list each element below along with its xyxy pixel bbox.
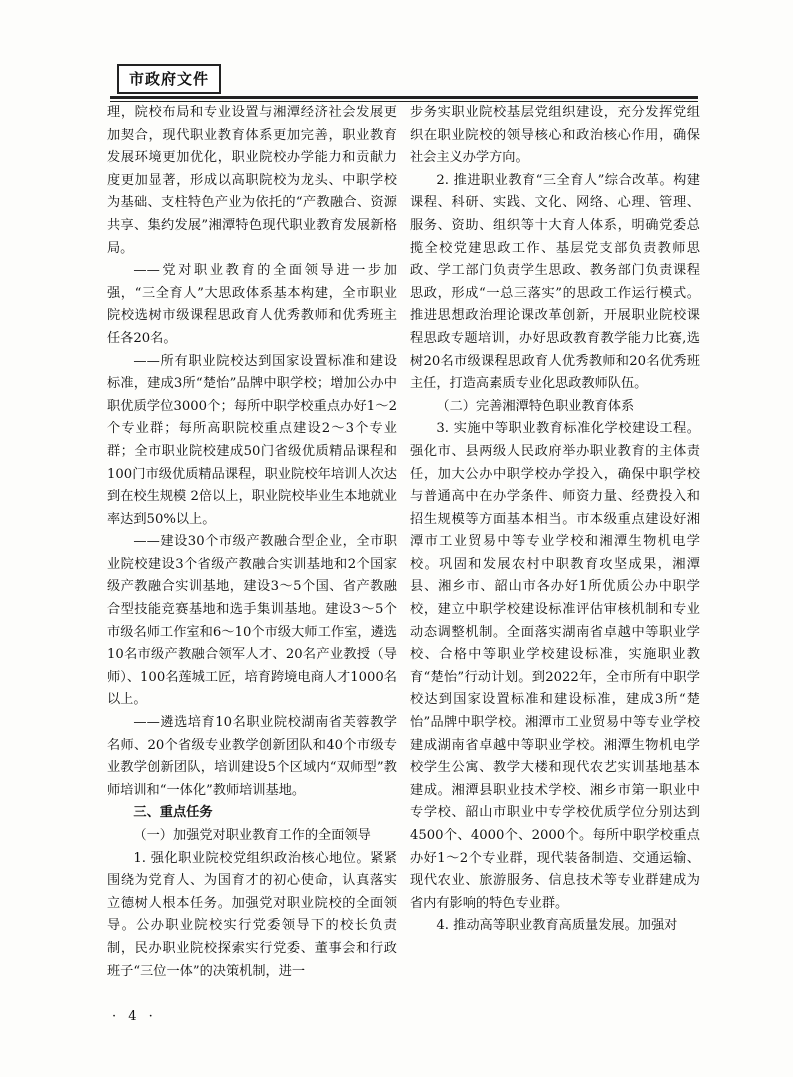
- subsection-heading: （二）完善湘潭特色职业教育体系: [436, 398, 635, 414]
- paragraph: ——所有职业院校达到国家设置标准和建设标准，建成3所“楚怡”品牌中职学校；增加公办中职优质学位3000个；每所中职学校重点办好1～2个专业群；每所高职院校重点建设2～3个专业群；全市职业院校建成50门省级优质精品课程和100门市级优质精品课程，职业院校年培训人次达到在校生规模 2倍以上，职业院校毕业生本地就业率达到50%以上。: [107, 353, 397, 527]
- paragraph: 4. 推动高等职业教育高质量发展。加强对: [436, 918, 678, 934]
- section-heading: 三、重点任务: [133, 805, 213, 821]
- right-column: [410, 102, 700, 938]
- document-header: [117, 64, 221, 94]
- paragraph: 理，院校布局和专业设置与湘潭经济社会发展更加契合，现代职业教育体系更加完善，职业教育发展环境更加优化，职业院校办学能力和贡献力度更加显著，形成以高职院校为龙头、中职学校为基础、支柱特色产业为依托的“产教融合、资源共享、集约发展”湘潭特色现代职业教育发展新格局。: [107, 105, 397, 256]
- paragraph: 1. 强化职业院校党组织政治核心地位。紧紧围绕为党育人、为国育才的初心使命，认真落实立德树人根本任务。加强党对职业院校的全面领导。公办职业院校实行党委领导下的校长负责制，民办职业院校探索实行党委、董事会和行政班子“三位一体”的决策机制，进一: [107, 850, 397, 979]
- paragraph: ——建设30个市级产教融合型企业，全市职业院校建设3个省级产教融合实训基地和2个国家级产教融合实训基地，建设3～5个国、省产教融合型技能竞赛基地和选手集训基地。建设3～5个市级名师工作室和6～10个市级大师工作室，遴选10名市级产教融合领军人才、20名产业教授（导师）、100名莲城工匠，培育跨境电商人才1000名以上。: [107, 534, 397, 708]
- paragraph: 2. 推进职业教育“三全育人”综合改革。构建课程、科研、实践、文化、网络、心理、管理、服务、资助、组织等十大育人体系，明确党委总揽全校党建思政工作、基层党支部负责教师思政、学工部门负责学生思政、教务部门负责课程思政，形成“一总三落实”的思政工作运行模式。推进思想政治理论课改革创新，开展职业院校课程思政专题培训，办好思政教育教学能力比赛,选树20名市级课程思政育人优秀教师和20名优秀班主任，打造高素质专业化思政教师队伍。: [410, 172, 700, 392]
- subsection-heading: （一）加强党对职业教育工作的全面领导: [133, 828, 371, 843]
- page-number: · 4 ·: [112, 1009, 157, 1024]
- paragraph: 步务实职业院校基层党组织建设，充分发挥党组织在职业院校的领导核心和政治核心作用，确保社会主义办学方向。: [410, 105, 700, 166]
- paragraph: 3. 实施中等职业教育标准化学校建设工程。强化市、县两级人民政府举办职业教育的主体责任，加大公办中职学校办学投入，确保中职学校与普通高中在办学条件、师资力量、经费投入和招生规模等方面基本相当。市本级重点建设好湘潭市工业贸易中等专业学校和湘潭生物机电学校。巩固和发展农村中职教育攻坚成果，湘潭县、湘乡市、韶山市各办好1所优质公办中职学校，建立中职学校建设标准评估审核机制和专业动态调整机制。全面落实湖南省卓越中等职业学校、合格中等职业学校建设标准，实施职业教育“楚怡”行动计划。到2022年，全市所有中职学校达到国家设置标准和建设标准，建成3所“楚怡”品牌中职学校。湘潭市工业贸易中等专业学校建成湖南省卓越中等职业学校。湘潭生物机电学校学生公寓、教学大楼和现代农艺实训基地基本建成。湘潭县职业技术学校、湘乡市第一职业中专学校、韶山市职业中专学校优质学位分别达到4500个、4000个、2000个。每所中职学校重点办好1～2个专业群，现代装备制造、交通运输、现代农业、旅游服务、信息技术等专业群建成为省内有影响的特色专业群。: [410, 421, 700, 911]
- left-column: [107, 102, 397, 983]
- paragraph: ——遴选培育10名职业院校湖南省芙蓉教学名师、20个省级专业教学创新团队和40个市级专业教学创新团队，培训建设5个区域内“双师型”教师培训和“一体化”教师培训基地。: [107, 715, 397, 798]
- header-title: 市政府文件: [117, 64, 221, 94]
- paragraph: ——党对职业教育的全面领导进一步加强，“三全育人”大思政体系基本构建，全市职业院校选树市级课程思政育人优秀教师和优秀班主任各20名。: [107, 263, 397, 346]
